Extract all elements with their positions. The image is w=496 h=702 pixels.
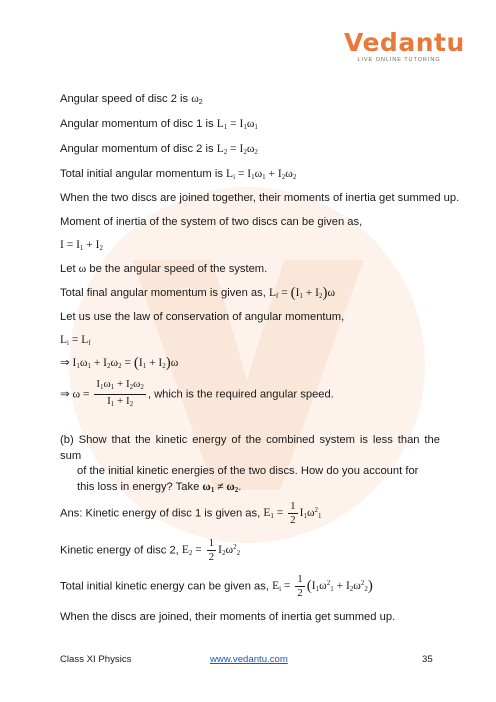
sym: I — [107, 395, 111, 407]
subscript: 1 — [330, 585, 334, 594]
subscript: 2 — [223, 148, 228, 156]
subscript: 1 — [254, 123, 258, 131]
sym: ω — [103, 378, 111, 390]
text: , which is the required angular speed. — [147, 388, 334, 401]
text: Angular momentum of disc 1 is — [60, 118, 217, 130]
subscript: i — [279, 585, 282, 594]
sym: E — [272, 580, 280, 593]
sym: ω — [110, 357, 119, 369]
denominator — [94, 395, 146, 411]
sym: ω — [285, 168, 293, 180]
sym: + I — [265, 168, 282, 180]
equation — [300, 507, 322, 519]
subscript: 1 — [270, 512, 274, 521]
paren: ) — [165, 355, 171, 371]
sym: ω — [225, 544, 234, 557]
numerator: 1 — [208, 537, 215, 549]
subscript: 2 — [243, 148, 247, 156]
sym: = — [273, 507, 287, 520]
omega-symbol: ω — [72, 388, 81, 401]
subscript: 1 — [87, 362, 91, 370]
paren: ( — [306, 578, 312, 595]
line-angular-momentum-disc1 — [60, 117, 258, 134]
subscript: 2 — [234, 485, 239, 494]
paren: ) — [322, 285, 328, 301]
text: Total initial angular momentum is — [60, 168, 227, 180]
subscript: f — [88, 339, 91, 347]
omega-symbol: ω — [78, 263, 87, 275]
vedantu-logo — [344, 28, 465, 63]
subscript: 2 — [364, 585, 368, 594]
implies-arrow: ⇒ — [60, 357, 73, 369]
subscript: 1 — [262, 173, 266, 181]
sym: I — [218, 544, 223, 557]
sym: ≠ — [214, 480, 227, 493]
subscript: 1 — [76, 362, 80, 370]
sym: + I — [302, 287, 319, 299]
implies-arrow: ⇒ — [60, 388, 73, 401]
line-total-final-angular-momentum — [60, 286, 335, 303]
half-fraction — [295, 573, 305, 600]
line-conservation-law: Let us use the law of conservation of angular momentum, — [60, 311, 345, 323]
subscript: 1 — [303, 512, 307, 521]
equation — [218, 544, 240, 556]
half-fraction — [207, 537, 217, 564]
line-li-equals-lf — [60, 333, 91, 350]
numerator: 1 — [290, 500, 296, 512]
line-final-angular-speed — [60, 378, 334, 411]
sym: = — [80, 388, 93, 401]
angular-speed-fraction — [94, 378, 146, 411]
line-inertia-sum — [60, 238, 103, 255]
subscript: 1 — [110, 400, 115, 408]
sym: ω — [170, 357, 179, 369]
subscript: 1 — [243, 123, 247, 131]
line-let-omega — [60, 262, 267, 276]
subscript: 2 — [198, 99, 203, 106]
line-conservation-equation — [60, 356, 178, 373]
sym: ω — [226, 480, 235, 493]
subscript: 2 — [107, 362, 111, 370]
superscript: 2 — [326, 579, 331, 588]
omega-symbol: ω — [191, 93, 199, 105]
question-line — [60, 480, 440, 499]
equation — [272, 580, 293, 592]
text: Angular speed of disc 2 is — [60, 93, 192, 105]
paren: ) — [367, 578, 373, 595]
text: Ans: Kinetic energy of disc 1 is given as, — [60, 507, 264, 520]
sym: E — [263, 507, 271, 520]
equation — [269, 287, 335, 299]
superscript: 2 — [233, 543, 237, 552]
subscript: 1 — [142, 362, 147, 370]
question-b — [60, 433, 440, 498]
subscript: 1 — [318, 512, 322, 521]
sym: ω — [246, 143, 255, 155]
subscript: 2 — [292, 173, 297, 181]
footer-website-link[interactable]: www.vedantu.com — [210, 654, 288, 665]
sym: L — [226, 168, 234, 180]
superscript: 2 — [314, 506, 319, 515]
text: Let — [60, 263, 79, 275]
sym: = — [192, 544, 205, 557]
sym: = I — [235, 168, 252, 180]
sym: I — [96, 378, 101, 390]
subscript: 2 — [188, 549, 193, 558]
text: Kinetic energy of disc 2, — [60, 544, 182, 557]
subscript: 2 — [318, 292, 323, 300]
sym: I — [72, 357, 77, 369]
sym: I — [299, 507, 304, 520]
sym: ω — [246, 118, 255, 130]
numerator: 1 — [297, 573, 303, 585]
text: this loss in energy? Take — [77, 480, 203, 493]
subscript: 1 — [79, 244, 84, 252]
equation — [217, 118, 258, 130]
sym: + I — [333, 580, 350, 593]
equation — [306, 578, 373, 595]
text: be the angular speed of the system. — [86, 263, 268, 275]
subscript: 1 — [100, 383, 104, 391]
subscript: 2 — [140, 383, 144, 391]
subscript: 2 — [236, 549, 241, 558]
sym: = I — [227, 143, 244, 155]
text: Total initial kinetic energy can be given as, — [60, 580, 273, 593]
denominator: 2 — [297, 587, 303, 599]
denominator: 2 — [290, 514, 296, 526]
sym: L — [216, 143, 224, 155]
equation — [60, 239, 103, 251]
sym: ω — [353, 580, 361, 593]
page-number: 35 — [422, 654, 433, 665]
denominator: 2 — [208, 551, 215, 563]
subscript: i — [233, 173, 236, 181]
sym: + I — [83, 239, 100, 251]
subscript: 1 — [223, 123, 228, 131]
subscript: 2 — [129, 383, 134, 391]
sym: = L — [68, 334, 89, 346]
sym: ω — [254, 168, 263, 180]
subscript: i — [67, 339, 69, 347]
sym: L — [60, 334, 68, 346]
sym: = — [281, 580, 294, 593]
sym: L — [268, 287, 276, 299]
sym: ω — [327, 287, 336, 299]
subscript: 1 — [110, 383, 115, 391]
sym: I — [311, 580, 316, 593]
equation — [182, 544, 205, 556]
sym: I — [138, 357, 143, 369]
logo-tagline: LIVE ONLINE TUTORING — [357, 57, 441, 63]
question-line: of the initial kinetic energies of the two discs. How do you account for — [77, 465, 419, 477]
subscript: 2 — [281, 173, 286, 181]
sym: I = I — [60, 239, 80, 251]
text: . — [238, 480, 242, 493]
line-angular-momentum-disc2 — [60, 142, 258, 159]
sym: = I — [227, 118, 244, 130]
line-discs-joined: When the two discs are joined together, their moments of inertia get summed up. — [60, 192, 460, 204]
sym: ω — [202, 480, 211, 493]
equation — [60, 357, 178, 369]
subscript: 2 — [254, 148, 258, 156]
superscript: 2 — [360, 579, 365, 588]
logo-wordmark: Vedantu — [344, 28, 465, 57]
sym: + I — [114, 378, 130, 390]
subscript: 2 — [162, 362, 166, 370]
subscript: 2 — [99, 244, 103, 252]
subscript: 1 — [210, 485, 215, 494]
equation — [60, 334, 91, 346]
answer-ke-disc2 — [60, 537, 240, 564]
line-moment-of-inertia-system: Moment of inertia of the system of two discs can be given as, — [60, 216, 363, 228]
text: Angular momentum of disc 2 is — [60, 143, 217, 155]
sym: L — [216, 118, 224, 130]
sym: + I — [146, 357, 163, 369]
equation — [226, 168, 296, 180]
equation — [263, 507, 286, 519]
subscript: 2 — [349, 585, 354, 594]
sym: = — [278, 287, 291, 299]
sym: = — [121, 357, 134, 369]
line-angular-speed-disc2 — [60, 92, 203, 110]
text: Total final angular momentum is given as, — [60, 287, 269, 299]
sym: ω — [133, 378, 141, 390]
subscript: 1 — [251, 173, 255, 181]
answer-ke-disc1 — [60, 500, 322, 527]
subscript: 1 — [315, 585, 320, 594]
subscript: 2 — [129, 400, 134, 408]
sym: E — [181, 544, 189, 557]
answer-discs-joined: When the discs are joined, their moments of inertia get summed up. — [60, 611, 396, 623]
sym: I — [295, 287, 300, 299]
line-total-initial-angular-momentum — [60, 167, 296, 184]
footer-class-label: Class XI Physics — [60, 654, 132, 665]
sym: ω — [319, 580, 327, 593]
answer-total-initial-ke — [60, 573, 373, 600]
sym: ω — [79, 357, 88, 369]
question-line: (b) Show that the kinetic energy of the combined system is less than the sum — [60, 434, 440, 462]
half-fraction — [288, 500, 298, 527]
subscript: 1 — [299, 292, 303, 300]
paren: ( — [290, 285, 296, 301]
paren: ( — [133, 355, 139, 371]
subscript: f — [275, 292, 279, 300]
subscript: 2 — [118, 362, 122, 370]
sym: + I — [114, 395, 130, 407]
equation — [217, 143, 258, 155]
numerator — [94, 378, 146, 395]
subscript: 2 — [222, 549, 226, 558]
sym: + I — [90, 357, 108, 369]
sym: ω — [306, 507, 315, 520]
